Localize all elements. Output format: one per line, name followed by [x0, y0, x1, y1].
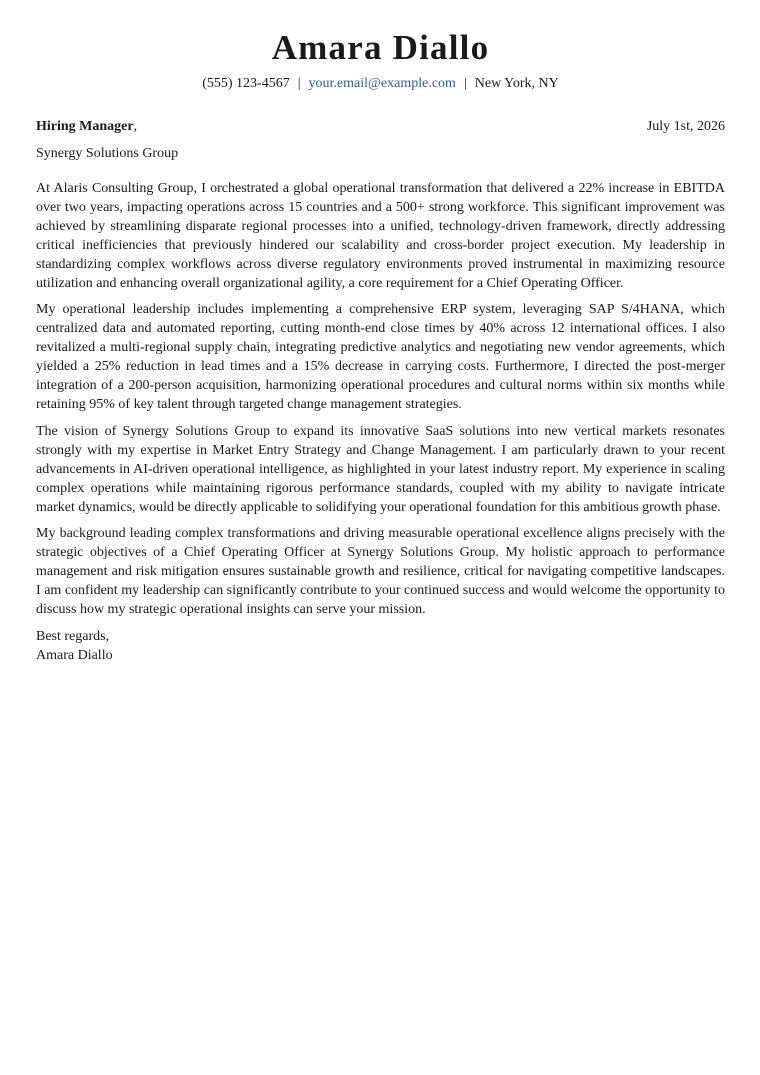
phone-number: (555) 123-4567: [202, 76, 290, 91]
body-paragraph: At Alaris Consulting Group, I orchestrated a global operational transformation that delivered a 22% increase in EBITDA over two years, impacting operations across 15 countries and a 500+ strong workforce. This significant improvement was achieved by streamlining disparate regional processes into a unified, technology-driven framework, directly addressing critical inefficiencies that previously hindered our scalability and cross-border project execution. My leadership in standardizing complex workflows across diverse regulatory environments proved instrumental in maximizing resource utilization and enhancing overall organizational agility, a core requirement for a Chief Operating Officer.: [36, 181, 725, 291]
cover-letter-page: [36, 28, 725, 666]
letter-body: [36, 180, 725, 620]
recipient-title-suffix: ,: [133, 119, 138, 134]
recipient-company: Synergy Solutions Group: [36, 146, 179, 161]
recipient-title-text: Hiring Manager: [36, 119, 134, 134]
location: New York, NY: [474, 76, 559, 91]
closing-block: [36, 628, 725, 666]
recipient-row: [36, 118, 725, 136]
letter-date: July 1st, 2026: [646, 119, 725, 134]
recipient-title: [36, 118, 137, 136]
signature-name: Amara Diallo: [36, 647, 113, 663]
body-paragraph: My operational leadership includes implementing a comprehensive ERP system, leveraging SAP S/4HANA, which centralized data and automated reporting, cutting month-end close times by 40% across 12 international offices. I also revitalized a multi-regional supply chain, integrating predictive analytics and negotiating new vendor agreements, which yielded a 25% reduction in lead times and a 15% decrease in carrying costs. Furthermore, I directed the post-merger integration of a 200-person acquisition, harmonizing operational procedures and cultural norms within six months while retaining 95% of key talent through targeted change management strategies.: [36, 302, 725, 412]
contact-separator: |: [297, 76, 301, 91]
body-paragraph: My background leading complex transformations and driving measurable operational excellence aligns precisely with the strategic objectives of a Chief Operating Officer at Synergy Solutions Group. My holistic approach to performance management and risk mitigation ensures sustainable growth and resilience, critical for navigating competitive landscapes. I am confident my leadership can significantly contribute to your continued success and would welcome the opportunity to discuss how my strategic operational insights can serve your mission.: [36, 526, 725, 618]
body-paragraph: The vision of Synergy Solutions Group to expand its innovative SaaS solutions into new vertical markets resonates strongly with my expertise in Market Entry Strategy and Change Management. I am particularly drawn to your recent advancements in AI-driven operational intelligence, as highlighted in your latest industry report. My experience in scaling complex operations while maintaining rigorous performance standards, coupled with my ability to navigate intricate market dynamics, would be directly applicable to solidifying your operational foundation for this ambitious growth phase.: [36, 423, 725, 515]
applicant-name: Amara Diallo: [271, 28, 490, 67]
closing-salutation: Best regards,: [36, 628, 110, 644]
email-link[interactable]: your.email@example.com: [308, 76, 456, 91]
contact-separator: |: [463, 76, 467, 91]
contact-line: [36, 75, 725, 93]
